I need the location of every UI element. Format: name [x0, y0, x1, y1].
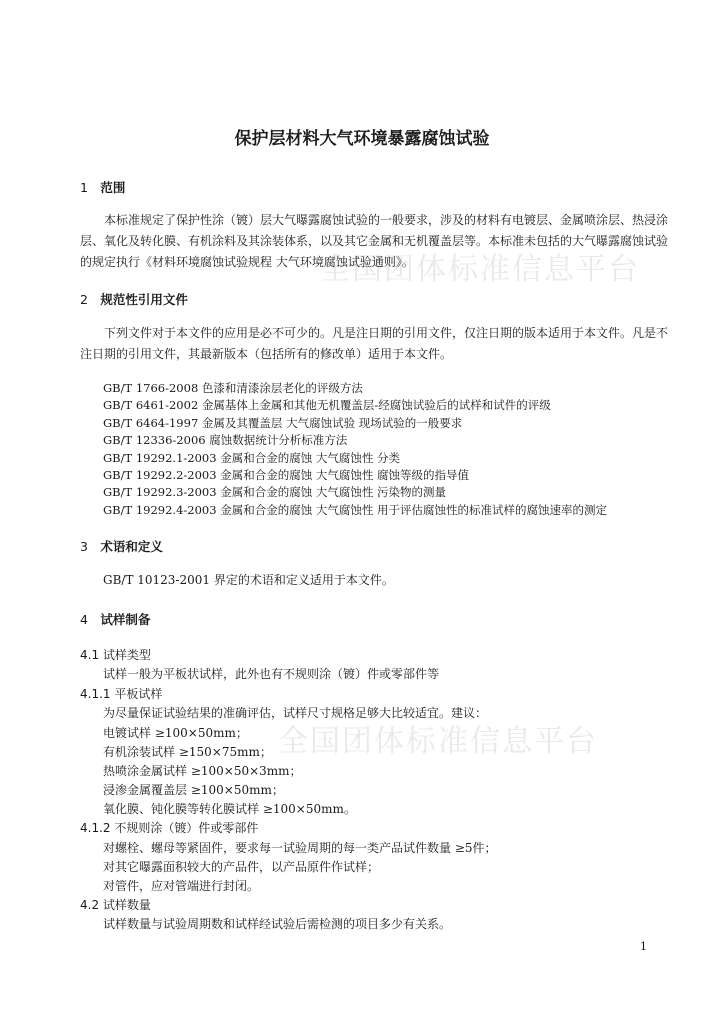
section-heading-1 [80, 178, 125, 196]
subsection-4-2-title: 4.2 试样数量 [80, 898, 151, 912]
subsection-4-1-1-title: 4.1.1 平板试样 [80, 687, 163, 701]
section-number: 1 [80, 180, 88, 195]
normative-references-paragraph: 下列文件对于本文件的应用是必不可少的。凡是注日期的引用文件，仅注日期的版本适用于本文件。凡是不注日期的引用文件，其最新版本（包括所有的修改单）适用于本文件。 [80, 326, 669, 361]
subsection-4-1-title: 4.1 试样类型 [80, 648, 151, 662]
spec-item: 电镀试样 ≥100×50mm； [103, 726, 248, 740]
section-number: 3 [80, 539, 88, 554]
watermark: 全国团体标准信息平台 [320, 252, 640, 287]
scope-paragraph: 本标准规定了保护性涂（镀）层大气曝露腐蚀试验的一般要求，涉及的材料有电镀层、金属喷涂层、热浸涂层、氧化及转化膜、有机涂料及其涂装体系，以及其它金属和无机覆盖层等。本标准未包括的大气曝露腐蚀试验的规定执行《材料环境腐蚀试验规程 大气环境腐蚀试验通则》。 [80, 213, 669, 269]
subsection-4-1-2-title: 4.1.2 不规则涂（镀）件或零部件 [80, 821, 259, 835]
subsection-4-2-text: 试样数量与试验周期数和试样经试验后需检测的项目多少有关系。 [103, 917, 452, 931]
section-heading-2 [80, 290, 188, 308]
spec-item: 对螺栓、螺母等紧固件，要求每一试验周期的每一类产品试件数量 ≥5件； [103, 841, 497, 855]
spec-item: 对其它曝露面积较大的产品件，以产品原件作试样； [103, 860, 380, 874]
reference-item: GB/T 12336-2006 腐蚀数据统计分析标准方法 [103, 433, 348, 448]
reference-item: GB/T 6461-2002 金属基体上金属和其他无机覆盖层-经腐蚀试验后的试样和试件的评级 [103, 398, 551, 413]
section-number: 4 [80, 612, 88, 627]
section-title: 术语和定义 [100, 539, 163, 554]
page-number: 1 [640, 940, 647, 953]
reference-item: GB/T 6464-1997 金属及其覆盖层 大气腐蚀试验 现场试验的一般要求 [103, 415, 463, 430]
section-heading-3 [80, 537, 163, 555]
reference-item: GB/T 19292.2-2003 金属和合金的腐蚀 大气腐蚀性 腐蚀等级的指导值 [103, 468, 470, 483]
spec-item: 氧化膜、钝化膜等转化膜试样 ≥100×50mm。 [103, 802, 356, 816]
reference-item: GB/T 19292.1-2003 金属和合金的腐蚀 大气腐蚀性 分类 [103, 450, 401, 465]
terms-paragraph: GB/T 10123-2001 界定的术语和定义适用于本文件。 [103, 573, 394, 587]
spec-item: 对管件，应对管端进行封闭。 [103, 879, 260, 893]
spec-item: 有机涂装试样 ≥150×75mm； [103, 745, 272, 759]
section-number: 2 [80, 292, 88, 307]
reference-item: GB/T 1766-2008 色漆和清漆涂层老化的评级方法 [103, 381, 363, 395]
spec-item: 热喷涂金属试样 ≥100×50×3mm； [103, 764, 302, 778]
reference-list [103, 380, 607, 519]
document-title: 保护层材料大气环境暴露腐蚀试验 [234, 129, 490, 149]
subsection-4-1-1-intro: 为尽量保证试验结果的准确评估，试样尺寸规格足够大比较适宜。建议： [103, 706, 488, 720]
section-title: 试样制备 [100, 612, 151, 627]
watermark: 全国团体标准信息平台 [278, 724, 598, 759]
spec-item: 浸渗金属覆盖层 ≥100×50mm； [103, 783, 284, 797]
reference-item: GB/T 19292.4-2003 金属和合金的腐蚀 大气腐蚀性 用于评估腐蚀性的标准试样的腐蚀速率的测定 [103, 502, 608, 517]
section-heading-4 [80, 610, 150, 628]
section-title: 范围 [100, 180, 126, 195]
reference-item: GB/T 19292.3-2003 金属和合金的腐蚀 大气腐蚀性 污染物的测量 [103, 485, 447, 500]
section-title: 规范性引用文件 [100, 292, 188, 307]
subsection-4-1-text: 试样一般为平板状试样，此外也有不规则涂（镀）件或零部件等 [103, 667, 440, 681]
